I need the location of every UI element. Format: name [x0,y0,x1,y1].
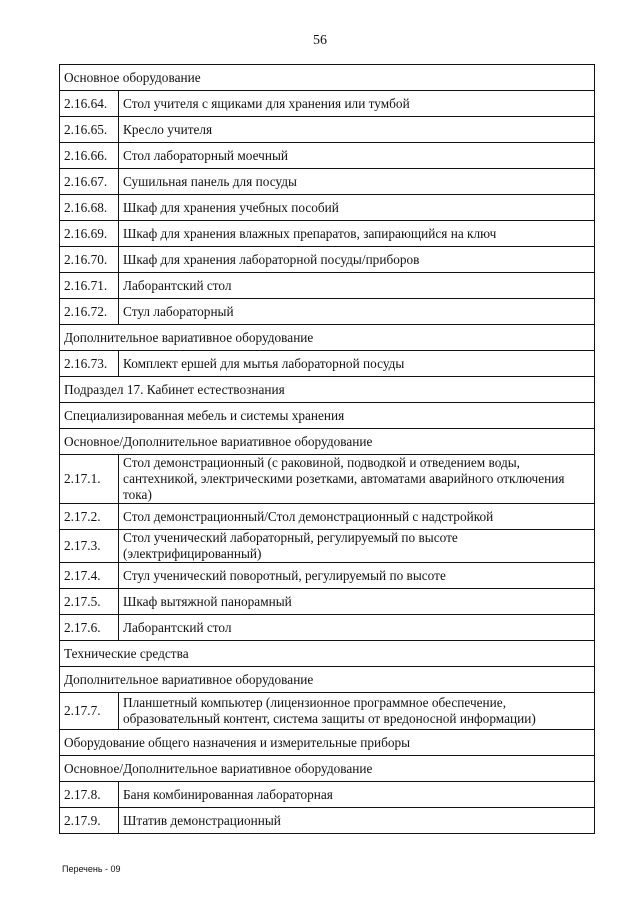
item-code: 2.16.67. [60,169,119,195]
item-code: 2.17.3. [60,530,119,563]
item-name: Лаборантский стол [119,615,595,641]
item-name: Штатив демонстрационный [119,808,595,834]
table-row [60,273,595,299]
table-row [60,143,595,169]
section-header-row [60,325,595,351]
section-header-row [60,641,595,667]
item-name: Шкаф для хранения учебных пособий [119,195,595,221]
table-row [60,299,595,325]
equipment-table [59,64,595,834]
item-code: 2.16.69. [60,221,119,247]
table-row [60,563,595,589]
item-code: 2.16.64. [60,91,119,117]
section-header: Основное/Дополнительное вариативное оборудование [60,429,595,455]
item-name: Стул лабораторный [119,299,595,325]
item-code: 2.17.1. [60,455,119,504]
item-name: Шкаф для хранения влажных препаратов, запирающийся на ключ [119,221,595,247]
item-code: 2.16.71. [60,273,119,299]
section-header: Основное/Дополнительное вариативное оборудование [60,756,595,782]
item-name: Баня комбинированная лабораторная [119,782,595,808]
footer-note: Перечень - 09 [62,864,121,874]
item-name: Лаборантский стол [119,273,595,299]
item-code: 2.16.70. [60,247,119,273]
section-header-row [60,667,595,693]
table-row [60,455,595,504]
section-header: Подраздел 17. Кабинет естествознания [60,377,595,403]
section-header: Дополнительное вариативное оборудование [60,325,595,351]
table-row [60,589,595,615]
item-name: Кресло учителя [119,117,595,143]
table-row [60,91,595,117]
section-header-row [60,377,595,403]
item-name: Шкаф вытяжной панорамный [119,589,595,615]
table-row [60,782,595,808]
equipment-table-body [60,65,595,834]
item-code: 2.17.2. [60,504,119,530]
section-header-row [60,756,595,782]
item-code: 2.16.68. [60,195,119,221]
section-header-row [60,429,595,455]
section-header: Технические средства [60,641,595,667]
section-header: Специализированная мебель и системы хранения [60,403,595,429]
item-name: Шкаф для хранения лабораторной посуды/приборов [119,247,595,273]
item-name: Стол демонстрационный (с раковиной, подводкой и отведением воды, сантехникой, электрическими розетками, автоматами аварийного отключения тока) [119,455,595,504]
section-header-row [60,65,595,91]
item-name: Комплект ершей для мытья лабораторной посуды [119,351,595,377]
item-name: Стул ученический поворотный, регулируемый по высоте [119,563,595,589]
item-name: Стол лабораторный моечный [119,143,595,169]
item-name: Стол учителя с ящиками для хранения или тумбой [119,91,595,117]
item-code: 2.17.5. [60,589,119,615]
item-code: 2.16.72. [60,299,119,325]
section-header: Основное оборудование [60,65,595,91]
item-name: Планшетный компьютер (лицензионное программное обеспечение, образовательный контент, система защиты от вредоносной информации) [119,693,595,730]
section-header-row [60,730,595,756]
section-header-row [60,403,595,429]
item-code: 2.17.9. [60,808,119,834]
item-name: Стол ученический лабораторный, регулируемый по высоте (электрифицированный) [119,530,595,563]
section-header: Оборудование общего назначения и измерительные приборы [60,730,595,756]
table-row [60,693,595,730]
item-name: Сушильная панель для посуды [119,169,595,195]
item-code: 2.16.66. [60,143,119,169]
item-name: Стол демонстрационный/Стол демонстрационный с надстройкой [119,504,595,530]
table-row [60,351,595,377]
item-code: 2.17.4. [60,563,119,589]
table-row [60,530,595,563]
table-row [60,808,595,834]
page-number: 56 [313,33,327,48]
table-row [60,504,595,530]
section-header: Дополнительное вариативное оборудование [60,667,595,693]
item-code: 2.17.6. [60,615,119,641]
table-row [60,117,595,143]
table-row [60,247,595,273]
item-code: 2.16.65. [60,117,119,143]
table-row [60,195,595,221]
table-row [60,615,595,641]
item-code: 2.17.8. [60,782,119,808]
item-code: 2.17.7. [60,693,119,730]
item-code: 2.16.73. [60,351,119,377]
table-row [60,221,595,247]
table-row [60,169,595,195]
